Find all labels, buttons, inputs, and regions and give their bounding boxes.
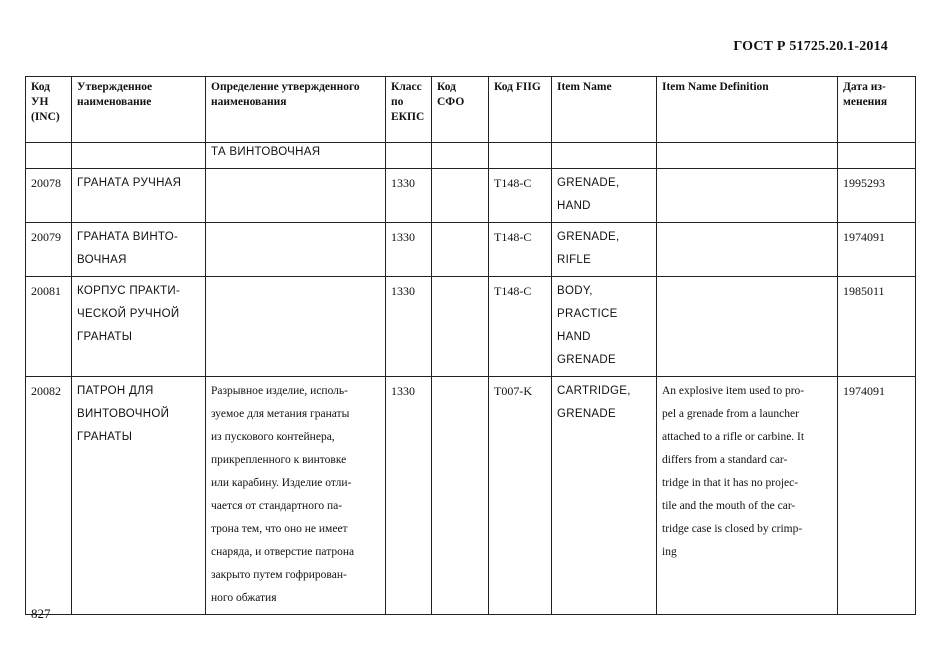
cell-fiig: T148-C	[489, 169, 552, 223]
cell-line: tridge in that it has no projec-	[662, 477, 799, 489]
cell-inc: 20082	[26, 377, 72, 615]
cell-definition	[206, 277, 386, 377]
continuation-row	[26, 143, 916, 169]
cell-class: 1330	[386, 169, 432, 223]
cell-inc: 20081	[26, 277, 72, 377]
cell-approved-name	[72, 377, 206, 615]
document-title: ГОСТ Р 51725.20.1-2014	[733, 39, 888, 54]
cell-line: ГРАНАТЫ	[77, 331, 133, 343]
cell-line: Разрывное изделие, исполь-	[211, 385, 348, 397]
cell-line: ВИНТОВОЧНОЙ	[77, 408, 170, 420]
cell-definition	[206, 169, 386, 223]
page-number: 827	[31, 606, 51, 621]
cell-sfo	[432, 277, 489, 377]
cell-line: КОРПУС ПРАКТИ-	[77, 285, 181, 297]
header-definition: Определение утвержденного наименования	[206, 77, 386, 143]
cell-change-date: 1974091	[838, 377, 916, 615]
table-row	[26, 277, 916, 377]
cell-line: ВОЧНАЯ	[77, 254, 127, 266]
cell-fiig: T148-C	[489, 223, 552, 277]
cell-definition	[206, 223, 386, 277]
continuation-name: ТА ВИНТОВОЧНАЯ	[211, 146, 321, 158]
cell-line: CARTRIDGE,	[557, 385, 631, 397]
cell-line: или карабину. Изделие отли-	[211, 477, 352, 489]
cell-line: трона тем, что оно не имеет	[211, 523, 348, 535]
cell-fiig: T148-C	[489, 277, 552, 377]
cell-line: из пускового контейнера,	[211, 431, 335, 443]
table-row	[26, 169, 916, 223]
cell-item-name-definition	[657, 169, 838, 223]
cell-item-name	[552, 277, 657, 377]
cell-line: чается от стандартного па-	[211, 500, 343, 512]
cell-line: GRENADE	[557, 354, 616, 366]
cell-approved-name	[72, 277, 206, 377]
cell-line: attached to a rifle or carbine. It	[662, 431, 805, 443]
cell-line: tridge case is closed by crimp-	[662, 523, 803, 535]
cell-inc: 20078	[26, 169, 72, 223]
cell-line: GRENADE,	[557, 231, 620, 243]
cell-line: pel a grenade from a launcher	[662, 408, 799, 420]
cell-line: HAND	[557, 331, 591, 343]
cell-change-date: 1974091	[838, 223, 916, 277]
cell-line: RIFLE	[557, 254, 592, 266]
cell-line: GRENADE	[557, 408, 616, 420]
cell-change-date: 1985011	[838, 277, 916, 377]
header-row	[26, 77, 916, 143]
cell-change-date: 1995293	[838, 169, 916, 223]
cell-sfo	[432, 377, 489, 615]
cell-sfo	[432, 169, 489, 223]
header-sfo: Код СФО	[432, 77, 489, 143]
cell-class: 1330	[386, 223, 432, 277]
header-change-date: Дата из- менения	[838, 77, 916, 143]
cell-line: ЧЕСКОЙ РУЧНОЙ	[77, 308, 180, 320]
header-approved-name: Утвержденное наименование	[72, 77, 206, 143]
cell-inc: 20079	[26, 223, 72, 277]
cell-line: ГРАНАТЫ	[77, 431, 133, 443]
cell-item-name-definition	[657, 223, 838, 277]
cell-line: tile and the mouth of the car-	[662, 500, 796, 512]
cell-approved-name	[72, 169, 206, 223]
cell-definition	[206, 377, 386, 615]
nomenclature-table	[25, 76, 916, 615]
cell-item-name-definition	[657, 377, 838, 615]
header-fiig: Код FIIG	[489, 77, 552, 143]
cell-line: зуемое для метания гранаты	[211, 408, 350, 420]
cell-line: PRACTICE	[557, 308, 618, 320]
cell-class: 1330	[386, 377, 432, 615]
cell-fiig: T007-K	[489, 377, 552, 615]
header-class: Класс по ЕКПС	[386, 77, 432, 143]
cell-line: ного обжатия	[211, 592, 277, 604]
table-row	[26, 223, 916, 277]
cell-line: ГРАНАТА ВИНТО-	[77, 231, 179, 243]
cell-line: BODY,	[557, 285, 593, 297]
table-row	[26, 377, 916, 615]
cell-item-name-definition	[657, 277, 838, 377]
cell-line: differs from a standard car-	[662, 454, 788, 466]
cell-item-name	[552, 377, 657, 615]
cell-line: ПАТРОН ДЛЯ	[77, 385, 154, 397]
cell-line: GRENADE,	[557, 177, 620, 189]
cell-line: An explosive item used to pro-	[662, 385, 805, 397]
cell-line: закрыто путем гофрирован-	[211, 569, 347, 581]
header-inc: Код УН (INC)	[26, 77, 72, 143]
cell-approved-name	[72, 223, 206, 277]
cell-line: ГРАНАТА РУЧНАЯ	[77, 177, 182, 189]
cell-class: 1330	[386, 277, 432, 377]
cell-item-name	[552, 223, 657, 277]
cell-line: ing	[662, 546, 677, 558]
cell-line: HAND	[557, 200, 591, 212]
cell-line: снаряда, и отверстие патрона	[211, 546, 355, 558]
cell-item-name	[552, 169, 657, 223]
header-item-name-definition: Item Name Definition	[657, 77, 838, 143]
header-item-name: Item Name	[552, 77, 657, 143]
cell-sfo	[432, 223, 489, 277]
cell-line: прикрепленного к винтовке	[211, 454, 347, 466]
